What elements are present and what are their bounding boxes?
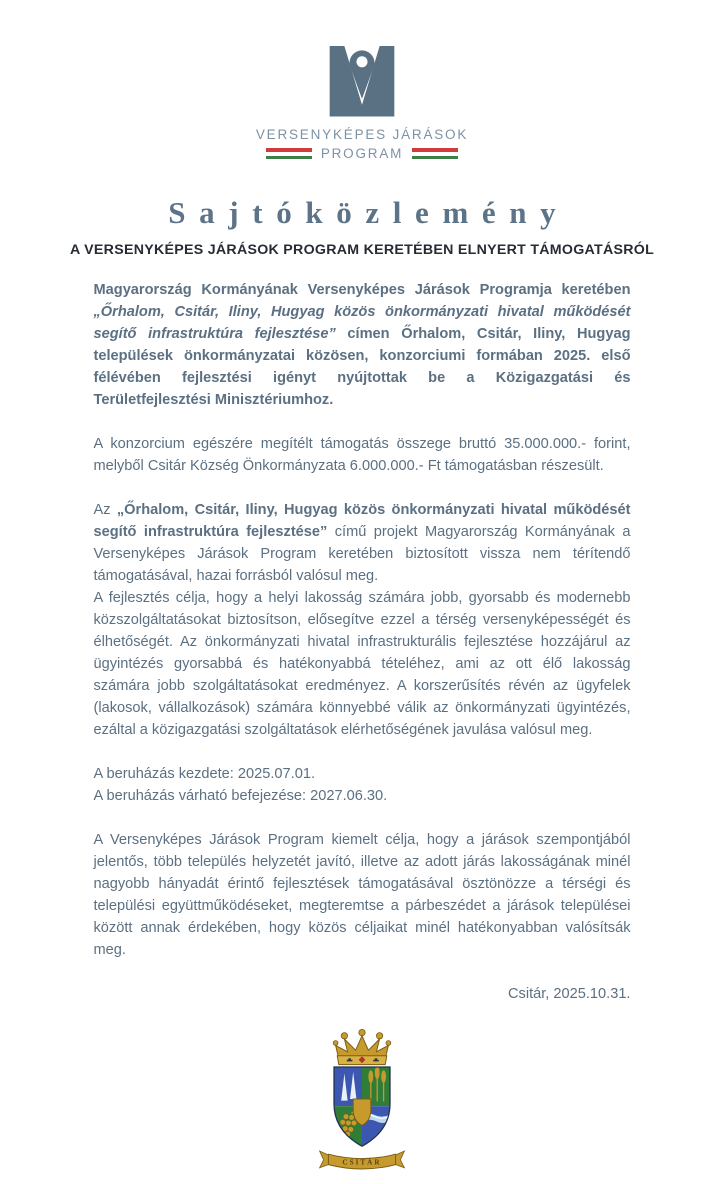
flag-stripes-left-icon — [266, 148, 312, 159]
flag-stripes-right-icon — [412, 148, 458, 159]
banner-text: CSITÁR — [342, 1158, 382, 1167]
paragraph-grant-amount: A konzorcium egészére megítélt támogatás összege bruttó 35.000.000.- forint, melyből Csitár Község Önkormányzata 6.000.000.- Ft támogatásban részesült. — [93, 436, 631, 474]
page-title: Sajtóközlemény — [168, 195, 570, 230]
text-segment: címen Őrhalom, Csitár, Iliny, Hugyag települések önkormányzatai közösen, konzorciumi formában 2025. első félévében fejlesztési igényt nyújtottak be a Közigazgatási és Területfejlesztési Minisztériumhoz. — [93, 326, 631, 408]
text-segment: „Őrhalom, Csitár, Iliny, Hugyag közös önkormányzati hivatal működését segítő infrastruktúra fejlesztése” — [93, 304, 631, 342]
paragraph-intro — [94, 279, 631, 411]
logo-wordmark-line2: PROGRAM — [320, 146, 404, 161]
paragraph-project-funding — [94, 499, 631, 587]
paragraph-development-goal: A fejlesztés célja, hogy a helyi lakosság számára jobb, gyorsabb és modernebb közszolgáltatásokat biztosítson, elősegítve ezzel a térség versenyképességét és élhetőségét. Az önkormányzati hivatal infrastrukturális fejlesztése hozzájárul az ügyintézés gyorsabbá és hatékonyabbá tételéhez, ami az ott élő lakosság számára jobb szolgáltatásokat eredményez. A korszerűsítés révén az ügyfelek (lakosok, vállalkozások) számára könnyebbé válik az önkormányzati ügyintézés, ezáltal a közigazgatási szolgáltatások elérhetőségének javulása valósul meg. — [93, 590, 631, 738]
crown-icon — [333, 1029, 391, 1064]
text-segment: Magyarország Kormányának Versenyképes Járások Programja keretében — [93, 282, 631, 298]
press-release-body — [94, 279, 631, 1005]
text-segment: Az — [93, 502, 117, 518]
dateline: Csitár, 2025.10.31. — [507, 986, 631, 1002]
shield — [334, 1067, 390, 1146]
investment-start-date: A beruházás kezdete: 2025.07.01. — [93, 766, 316, 782]
logo-wordmark-line1: VERSENYKÉPES JÁRÁSOK — [255, 127, 469, 142]
page-subtitle: A VERSENYKÉPES JÁRÁSOK PROGRAM KERETÉBEN ELNYERT TÁMOGATÁSRÓL — [69, 242, 655, 258]
coat-of-arms-icon — [314, 1027, 410, 1179]
investment-dates — [94, 763, 631, 807]
logo-wordmark-line2-row — [0, 146, 724, 161]
text-segment: című projekt Magyarország Kormányának a Versenyképes Járások Program keretében biztosított vissza nem térítendő támogatásával, hazai forrásból valósul meg. — [93, 524, 631, 584]
csitar-coat-of-arms — [0, 1027, 724, 1184]
investment-end-date: A beruházás várható befejezése: 2027.06.30. — [93, 788, 388, 804]
name-banner — [320, 1151, 405, 1169]
text-segment: „Őrhalom, Csitár, Iliny, Hugyag közös önkormányzati hivatal működését segítő infrastruktúra fejlesztése” — [93, 502, 631, 540]
location-pin-icon — [325, 46, 399, 118]
program-logo — [0, 0, 724, 161]
paragraph-program-goal: A Versenyképes Járások Program kiemelt célja, hogy a járások szempontjából jelentős, több település helyzetét javító, illetve az adott járás lakosságának minél nagyobb hányadát érintő fejlesztések támogatásával ösztönözze a térségi és települési együttműködéseket, megteremtse a párbeszédet a járások települései között annak érdekében, hogy közös céljaikat minél hatékonyabban valósítsák meg. — [93, 832, 631, 958]
